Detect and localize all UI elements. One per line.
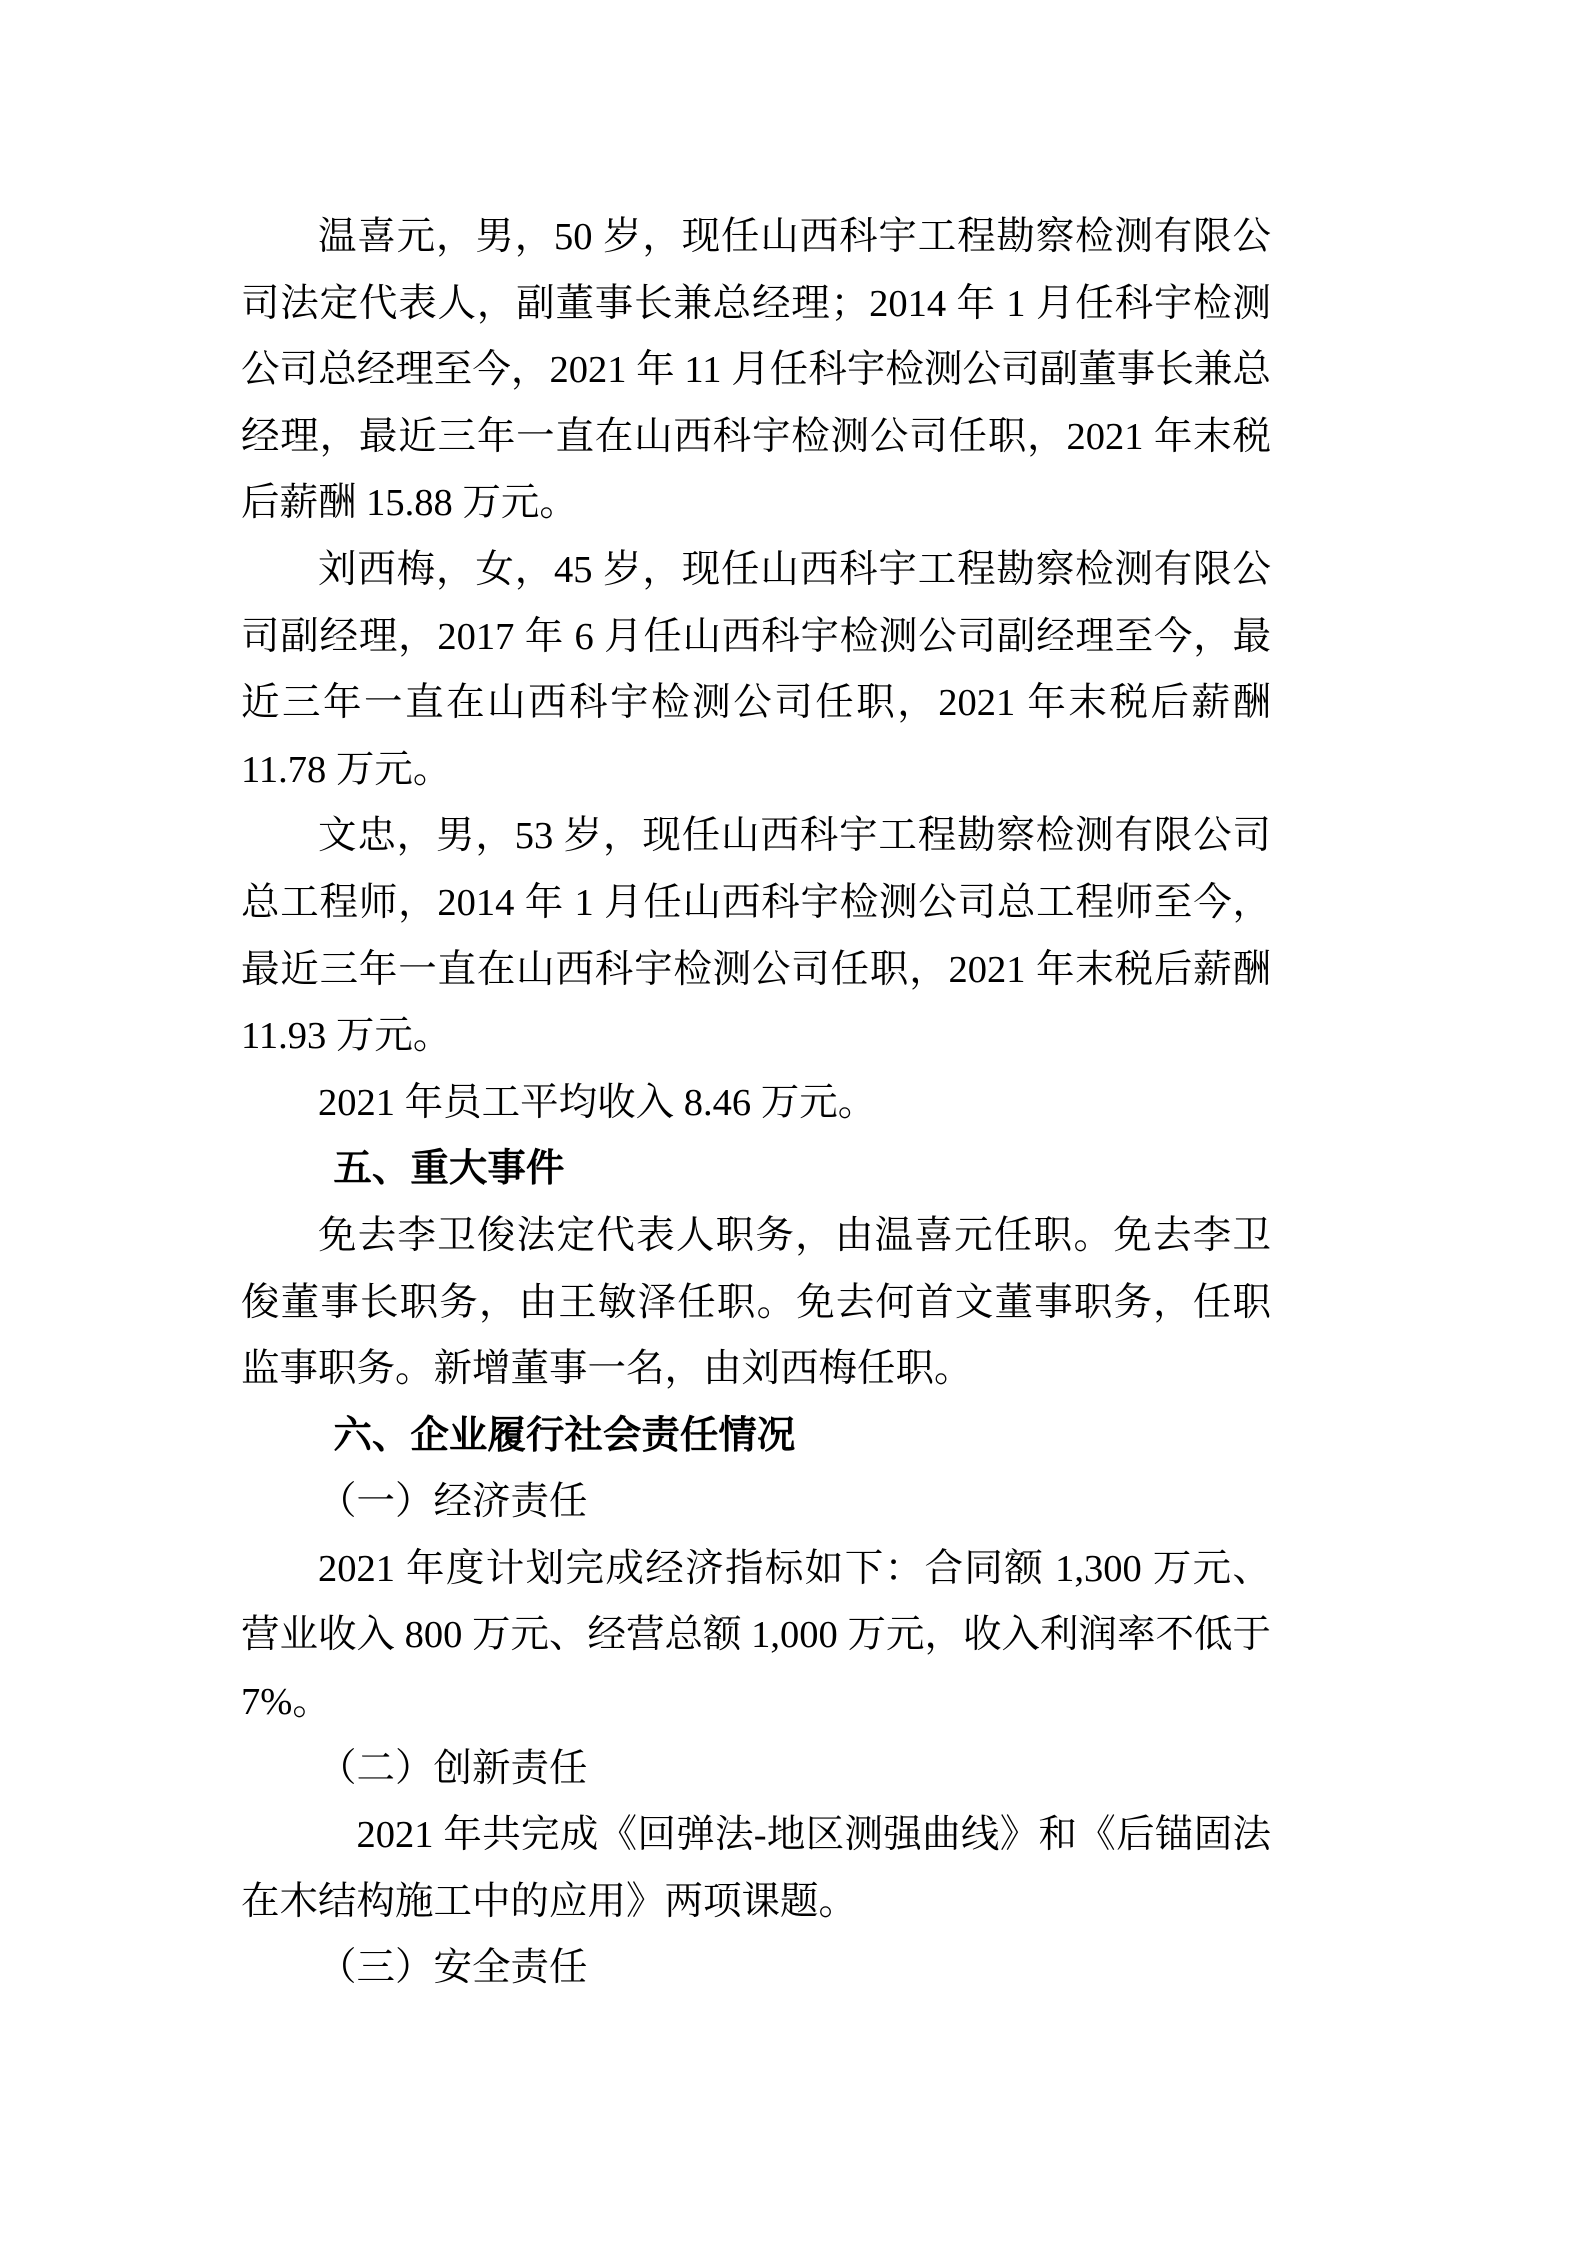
heading-section-five-major-events: 五、重大事件	[333, 1148, 565, 1191]
paragraph-economic-targets: 2021 年度计划完成经济指标如下：合同额 1,300 万元、营业收入 800 万元、经营总额 1,000 万元，收入利润率不低于 7%。	[241, 1547, 1271, 1724]
paragraph-liu-ximei-bio: 刘西梅，女，45 岁，现任山西科宇工程勘察检测有限公司副经理，2017 年 6 月任山西科宇检测公司副经理至今，最近三年一直在山西科宇检测公司任职，2021 年末税后薪酬 11.78 万元。	[241, 548, 1271, 791]
subheading-innovation-responsibility: （二）创新责任	[318, 1747, 588, 1790]
paragraph-wen-zhong-bio: 文忠，男，53 岁，现任山西科宇工程勘察检测有限公司总工程师，2014 年 1 月任山西科宇检测公司总工程师至今，最近三年一直在山西科宇检测公司任职，2021 年末税后薪酬 11.93 万元。	[241, 815, 1271, 1058]
paragraph-wen-xiyuan-bio: 温喜元，男，50 岁，现任山西科宇工程勘察检测有限公司法定代表人，副董事长兼总经理；2014 年 1 月任科宇检测公司总经理至今，2021 年 11 月任科宇检测公司副董事长兼总经理，最近三年一直在山西科宇检测公司任职，2021 年末税后薪酬 15.88 万元。	[241, 216, 1271, 525]
subheading-economic-responsibility: （一）经济责任	[318, 1481, 588, 1524]
heading-section-six-social-responsibility: 六、企业履行社会责任情况	[333, 1414, 796, 1457]
document-body	[241, 204, 1271, 2002]
paragraph-innovation-projects: 2021 年共完成《回弹法-地区测强曲线》和《后锚固法在木结构施工中的应用》两项课题。	[241, 1814, 1271, 1923]
paragraph-average-income: 2021 年员工平均收入 8.46 万元。	[318, 1081, 877, 1124]
subheading-safety-responsibility: （三）安全责任	[318, 1947, 588, 1990]
paragraph-major-events: 免去李卫俊法定代表人职务，由温喜元任职。免去李卫俊董事长职务，由王敏泽任职。免去何首文董事职务，任职监事职务。新增董事一名，由刘西梅任职。	[241, 1214, 1271, 1391]
